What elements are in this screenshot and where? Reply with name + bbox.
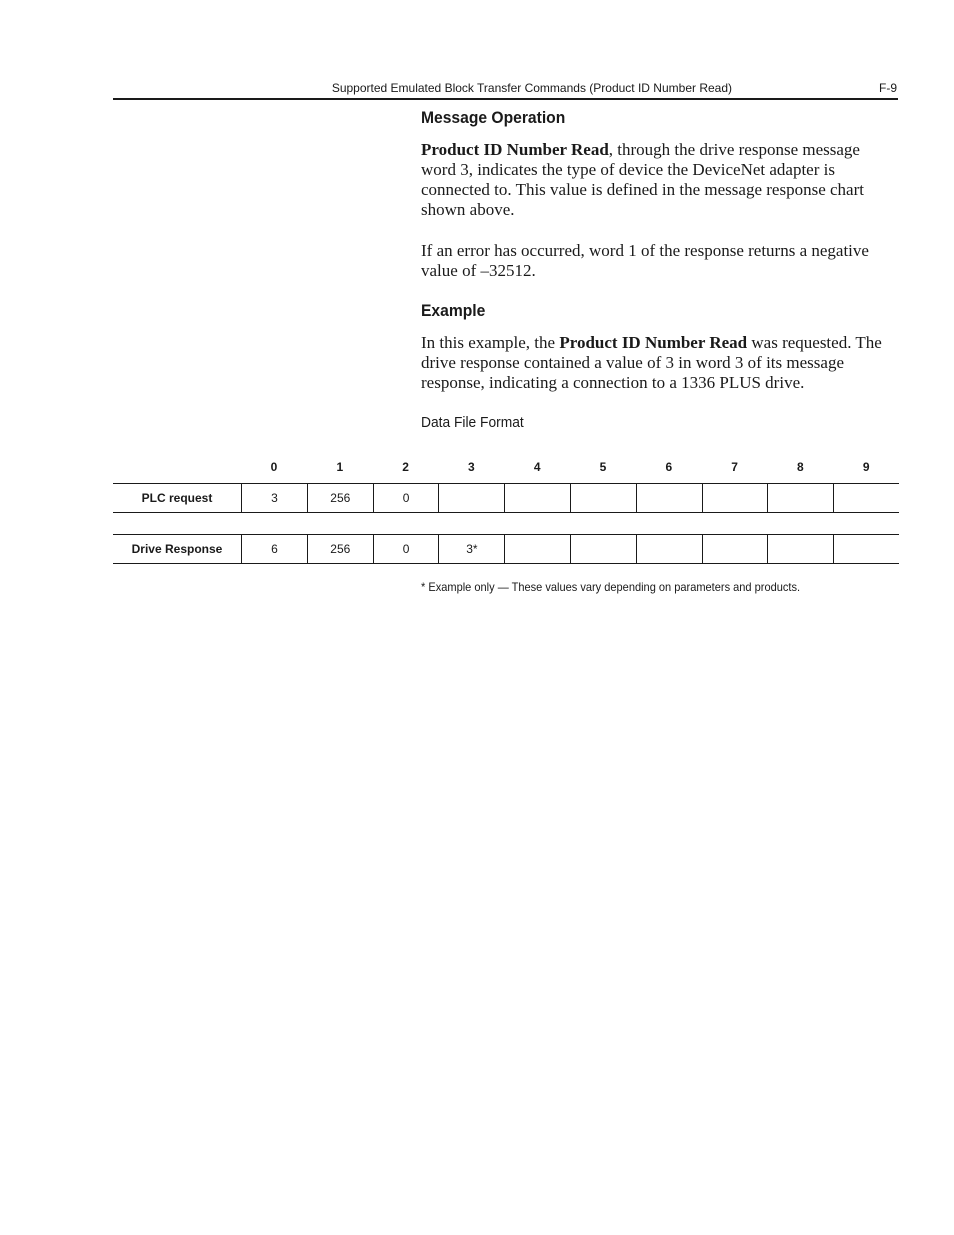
table-row-plc-request xyxy=(113,483,899,513)
product-id-term-example: Product ID Number Read xyxy=(559,333,748,352)
column-header: 3 xyxy=(468,460,475,474)
section-heading-message-operation: Message Operation xyxy=(421,108,566,127)
column-header: 7 xyxy=(731,460,738,474)
message-operation-paragraph-2: If an error has occurred, word 1 of the response returns a negative value of –32512. xyxy=(421,241,869,280)
table-cell xyxy=(833,535,899,563)
column-header: 9 xyxy=(862,460,870,474)
row-label-plc-request: PLC request xyxy=(141,491,213,505)
header-rule xyxy=(113,98,898,100)
table-cell xyxy=(833,484,899,512)
table-cell: 3* xyxy=(438,535,504,563)
column-header: 0 xyxy=(270,460,278,474)
section-heading-example: Example xyxy=(421,301,486,320)
example-paragraph xyxy=(421,333,896,393)
table-cell: 256 xyxy=(307,535,373,563)
table-cell xyxy=(504,535,570,563)
table-cell xyxy=(438,484,504,512)
column-header: 6 xyxy=(665,460,673,474)
table-cell: 0 xyxy=(373,535,439,563)
table-cell: 6 xyxy=(241,535,307,563)
table-cell: 0 xyxy=(373,484,439,512)
table-caption: Data File Format xyxy=(421,414,524,431)
table-footnote: * Example only — These values vary depending on parameters and products. xyxy=(421,580,801,594)
table-cell: 3 xyxy=(241,484,307,512)
table-cell: 256 xyxy=(307,484,373,512)
table-cell xyxy=(504,484,570,512)
column-header: 4 xyxy=(533,460,541,474)
product-id-term: Product ID Number Read xyxy=(421,140,609,159)
column-header: 1 xyxy=(336,460,344,474)
column-header: 2 xyxy=(402,460,409,474)
table-cell xyxy=(702,484,768,512)
message-operation-paragraph-1 xyxy=(421,140,896,220)
column-header: 8 xyxy=(797,460,804,474)
table-cell xyxy=(570,484,636,512)
table-cell xyxy=(636,484,702,512)
table-row-drive-response xyxy=(113,534,899,564)
example-p1-start: In this example, the xyxy=(421,333,560,352)
column-header: 5 xyxy=(599,460,607,474)
example-p1-text: was requested. The drive response contained a value of 3 in word 3 of its message response, indicating a connection to a 1336 PLUS drive. xyxy=(421,333,882,392)
message-operation-p1-text: , through the drive response message word 3, indicates the type of device the DeviceNet adapter is connected to. This value is defined in the message response chart shown above. xyxy=(421,140,864,219)
table-cell xyxy=(570,535,636,563)
running-header-title: Supported Emulated Block Transfer Commands (Product ID Number Read) xyxy=(331,81,732,95)
table-cell xyxy=(767,535,833,563)
page-number: F-9 xyxy=(879,81,897,95)
row-label-drive-response: Drive Response xyxy=(131,542,223,556)
table-cell xyxy=(767,484,833,512)
table-cell xyxy=(702,535,768,563)
table-cell xyxy=(636,535,702,563)
